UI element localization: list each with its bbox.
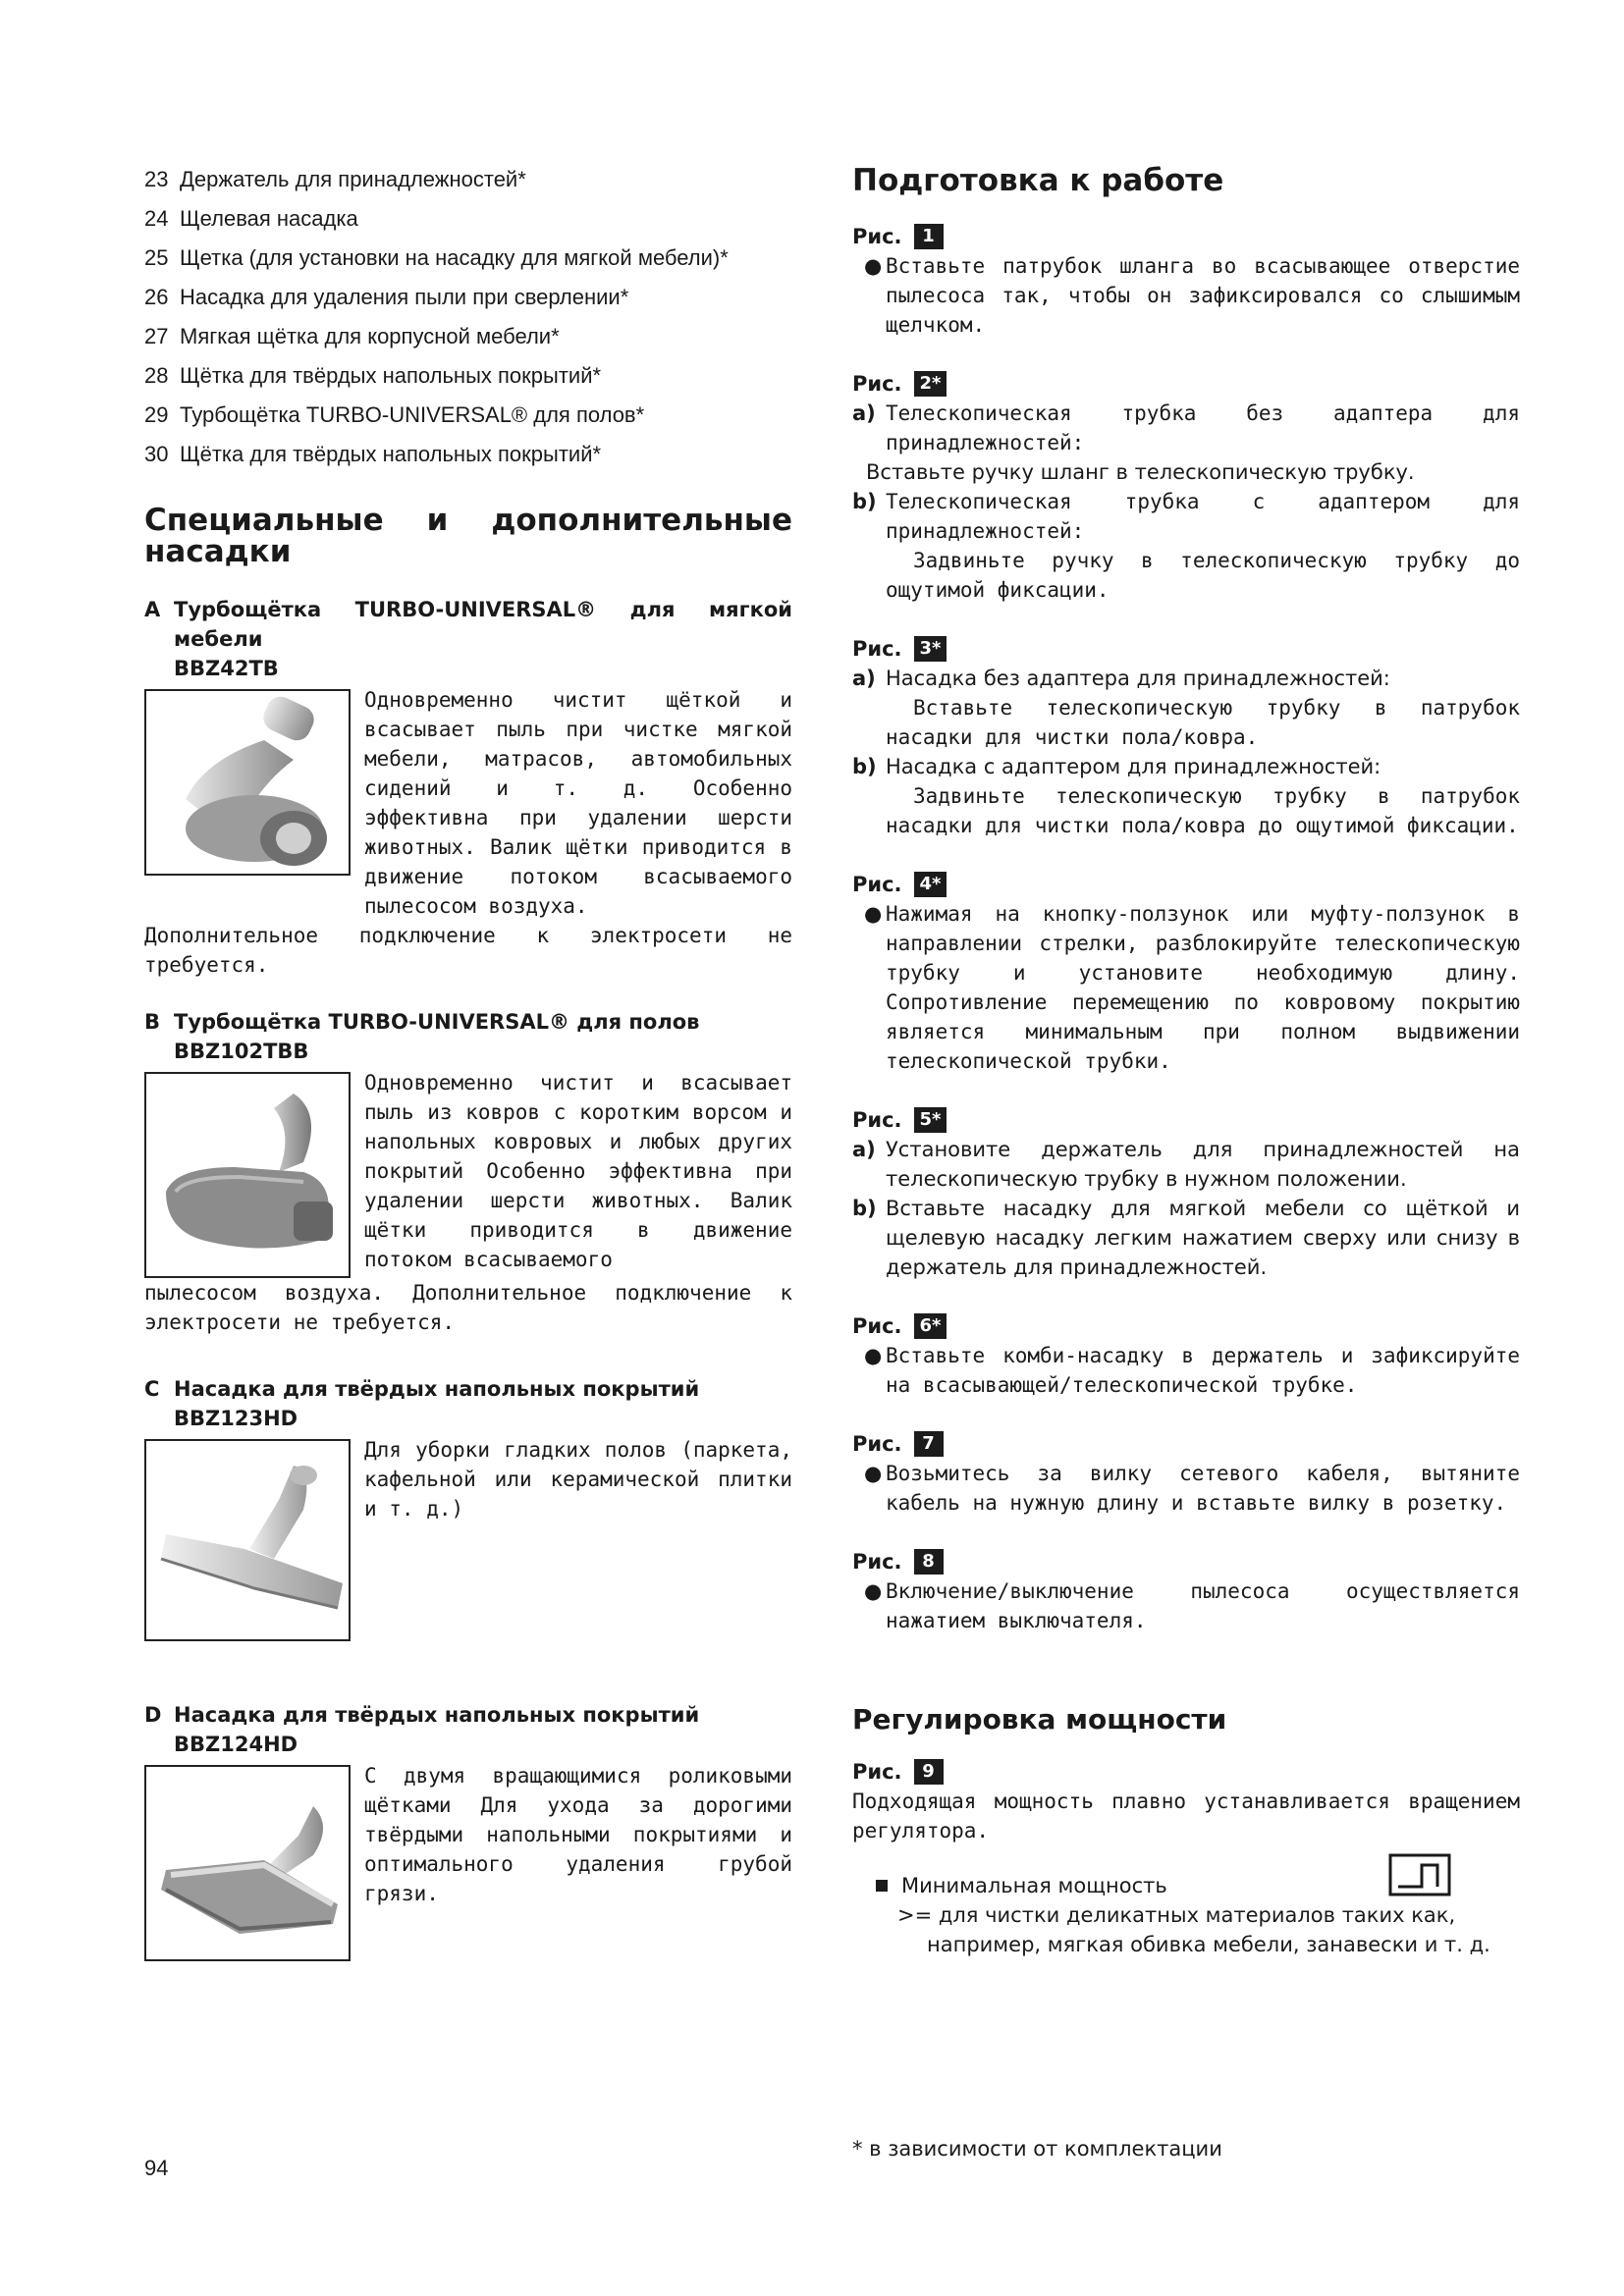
accessory-c: C Насадка для твёрдых напольных покрытий BBZ123HD Для уборки гладких полов (паркета, кафельной или керамической плитки и т. д.) (144, 1374, 792, 1641)
footnote: * в зависимости от комплектации (852, 2137, 1222, 2161)
figure-1-block: Рис. 1 ● Вставьте патрубок шланга во всасывающее отверстие пылесоса так, чтобы он зафиксировался со слышимым щелчком. (852, 225, 1520, 337)
figure-7-block: Рис. 7 ● Возьмитесь за вилку сетевого кабеля, вытяните кабель на нужную длину и вставьте вилку в розетку. (852, 1432, 1520, 1515)
power-min-row: Минимальная мощность >= для чистки деликатных материалов таких как, например, мягкая обивка мебели, занавески и т. д. (852, 1871, 1520, 1959)
figure-4-block: Рис. 4* ● Нажимая на кнопку-ползунок или муфту-ползунок в направлении стрелки, разблокируйте телескопическую трубку и установите необходимую длину. Сопротивление перемещению по ковровому покрытию является минимальным при полном выдвижении телескопической трубки. (852, 873, 1520, 1073)
figure-number-badge: 3* (914, 636, 947, 662)
figure-6-block: Рис. 6* ● Вставьте комби-насадку в держатель и зафиксируйте на всасывающей/телескопической трубке. (852, 1314, 1520, 1397)
list-item: 30 Щётка для твёрдых напольных покрытий* (144, 442, 602, 466)
min-power-symbol-icon (1388, 1853, 1451, 1901)
floor-turbo-brush-icon (144, 1072, 351, 1278)
list-item: 29 Турбощётка TURBO-UNIVERSAL® для полов* (144, 402, 645, 427)
left-column (144, 165, 792, 1961)
accessory-d: D Насадка для твёрдых напольных покрытий BBZ124HD С двумя вращающимися роликовыми щётками Для ухода за дорогими твёрдыми напольными покрытиями и оптимального удаления грубой грязи. (144, 1700, 792, 1961)
list-item: 24 Щелевая насадка (144, 206, 358, 231)
figure-3-block: Рис. 3* a) Насадка без адаптера для принадлежностей: Вставьте телескопическую трубку в патрубок насадки для чистки пола/ковра. b) Насадка с адаптером для принадлежностей: Задвиньте телескопическую трубку в патрубок насадки для чистки пола/ковра до ощутимой фиксации. (852, 637, 1520, 837)
upholstery-turbo-brush-icon (144, 689, 351, 876)
power-heading: Регулировка мощности (852, 1703, 1227, 1735)
list-item: 27 Мягкая щётка для корпусной мебели* (144, 324, 560, 348)
figure-8-block: Рис. 8 ● Включение/выключение пылесоса осуществляется нажатием выключателя. (852, 1550, 1520, 1632)
square-bullet-icon (876, 1880, 888, 1892)
accessory-title: D Насадка для твёрдых напольных покрытий BBZ124HD (144, 1703, 700, 1756)
figure-number-badge: 1 (914, 224, 944, 249)
figure-number-badge: 8 (914, 1549, 944, 1575)
accessory-title: B Турбощётка TURBO-UNIVERSAL® для полов BBZ102TBB (144, 1010, 700, 1063)
preparation-heading: Подготовка к работе (852, 163, 1224, 198)
parts-list (144, 165, 792, 469)
figure-number-badge: 7 (914, 1431, 944, 1457)
accessory-title: C Насадка для твёрдых напольных покрытий BBZ123HD (144, 1377, 700, 1430)
hard-floor-nozzle-icon (144, 1439, 351, 1641)
list-item: 26 Насадка для удаления пыли при сверлении* (144, 285, 629, 309)
figure-number-badge: 4* (914, 872, 947, 897)
figure-5-block: Рис. 5* a) Установите держатель для принадлежностей на телескопическую трубку в нужном положении. b) Вставьте насадку для мягкой мебели со щёткой и щелевую насадку легким нажатием сверху или снизу в держатель для принадлежностей. (852, 1108, 1520, 1279)
figure-9-block: Рис. 9 Подходящая мощность плавно устанавливается вращением регулятора. (852, 1760, 1520, 1842)
page-number: 94 (144, 2156, 169, 2180)
special-accessories-heading: Специальные и дополнительные насадки (144, 503, 792, 569)
figure-number-badge: 6* (914, 1313, 947, 1339)
figure-2-block: Рис. 2* a) Телескопическая трубка без адаптера для принадлежностей: Вставьте ручку шланг в телескопическую трубку. b) Телескопическая трубка с адаптером для принадлежностей: Задвиньте ручку в телескопическую трубку до ощутимой фиксации. (852, 372, 1520, 602)
figure-number-badge: 9 (914, 1759, 944, 1785)
figure-number-badge: 2* (914, 371, 947, 397)
accessory-a: A Турбощётка TURBO-UNIVERSAL® для мягкой мебели BBZ42TB Одновременно чистит щёткой и всасывает пыль при чистке мягкой мебели, матрасов, автомобильных сидений и т. д. Особенно эффективна при удалении шерсти животных. Валик щётки приводится в движение потоком всасываемого пылесосом воздуха. Дополнительное подключение к электросети не требуется. (144, 595, 792, 980)
roller-hard-floor-nozzle-icon (144, 1765, 351, 1961)
figure-number-badge: 5* (914, 1107, 947, 1133)
right-column (852, 165, 1520, 1959)
accessory-b: B Турбощётка TURBO-UNIVERSAL® для полов BBZ102TBB Одновременно чистит и всасывает пыль из ковров с коротким ворсом и напольных ковровых и любых других покрытий Особенно эффективна при удалении шерсти животных. Валик щётки приводится в движение потоком всасываемого пылесосом воздуха. Дополнительное подключение к электросети не требуется. (144, 1007, 792, 1337)
list-item: 23 Держатель для принадлежностей* (144, 167, 526, 191)
accessory-title: A Турбощётка TURBO-UNIVERSAL® для мягкой мебели BBZ42TB (144, 598, 792, 680)
list-item: 28 Щётка для твёрдых напольных покрытий* (144, 363, 602, 388)
list-item: 25 Щетка (для установки на насадку для мягкой мебели)* (144, 245, 729, 270)
